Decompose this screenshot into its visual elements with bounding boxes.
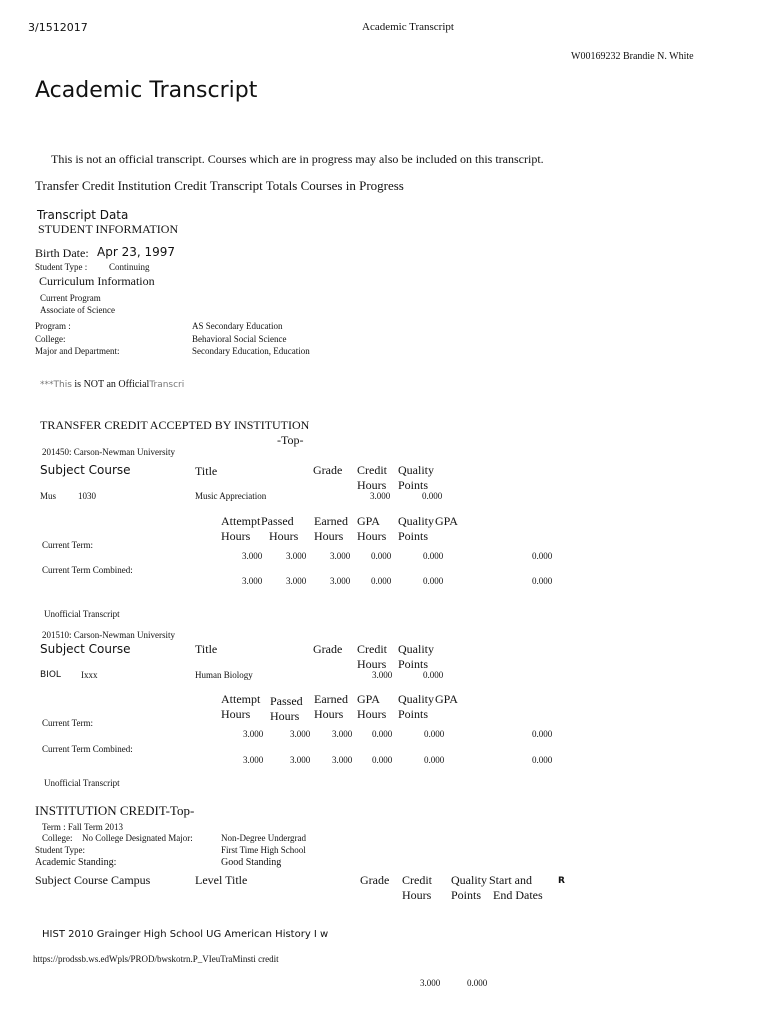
- col-title: Title: [195, 642, 218, 656]
- combined-gpa-hours: 0.000: [371, 576, 392, 586]
- print-title: Academic Transcript: [362, 21, 454, 33]
- course-title: Human Biology: [195, 670, 253, 680]
- totals-col-gpa: GPA: [435, 692, 458, 706]
- combined-earned: 3.000: [332, 755, 353, 765]
- course-credit-hours: 3.000: [372, 670, 393, 680]
- program-value: AS Secondary Education: [192, 321, 283, 331]
- college-value: Behavioral Social Science: [192, 334, 287, 344]
- unofficial-notice-prefix: ***This: [40, 380, 72, 390]
- totals-col-gpa-hours: GPA Hours: [357, 514, 387, 543]
- col-quality-points: Quality Points: [398, 642, 434, 671]
- term-2-header: 201510: Carson-Newman University: [42, 630, 175, 640]
- transfer-credit-heading: TRANSFER CREDIT ACCEPTED BY INSTITUTION: [40, 418, 310, 432]
- birth-date-label: Birth Date:: [35, 246, 89, 260]
- combined-gpa: 0.000: [532, 755, 553, 765]
- combined-gpa: 0.000: [532, 576, 553, 586]
- inst-col-r: R: [558, 876, 565, 886]
- term-1-header: 201450: Carson-Newman University: [42, 447, 175, 457]
- inst-col-subject-course-campus: Subject Course Campus: [35, 873, 151, 887]
- inst-standing-label: Academic Standing:: [35, 857, 117, 868]
- major-value: Secondary Education, Education: [192, 346, 310, 356]
- totals-col-passed: Passed Hours: [270, 694, 303, 723]
- program-label: Program :: [35, 321, 71, 331]
- combined-label: Current Term Combined:: [42, 565, 133, 575]
- combined-quality: 0.000: [423, 576, 444, 586]
- combined-label: Current Term Combined:: [42, 744, 133, 754]
- student-id-name: W00169232 Brandie N. White: [571, 51, 694, 62]
- unofficial-notice-text: is NOT an Official: [71, 379, 150, 390]
- combined-passed: 3.000: [290, 755, 311, 765]
- col-grade: Grade: [313, 642, 343, 656]
- inst-standing-value: Good Standing: [221, 857, 282, 868]
- intro-notice: This is not an official transcript. Courses which are in progress may also be included on this transcript.: [51, 152, 544, 166]
- combined-quality: 0.000: [424, 755, 445, 765]
- course-credit-hours: 3.000: [370, 491, 391, 501]
- institution-credit-heading: INSTITUTION CREDIT-Top-: [35, 803, 195, 818]
- totals-col-gpa-hours: GPA Hours: [357, 692, 387, 721]
- totals-col-quality: Quality Points: [398, 692, 434, 721]
- current-program-value: Associate of Science: [40, 305, 115, 315]
- course-subject: BIOL: [40, 670, 61, 680]
- inst-college-label: College:: [42, 833, 73, 843]
- combined-attempt: 3.000: [242, 576, 263, 586]
- current-quality: 0.000: [423, 551, 444, 561]
- birth-date-value: Apr 23, 1997: [97, 245, 176, 259]
- col-title: Title: [195, 464, 218, 478]
- course-quality-points: 0.000: [422, 491, 443, 501]
- inst-col-credit-hours: Credit Hours: [402, 873, 432, 902]
- totals-col-earned: Earned Hours: [314, 692, 348, 721]
- totals-col-earned: Earned Hours: [314, 514, 348, 543]
- combined-earned: 3.000: [330, 576, 351, 586]
- unofficial-notice: [40, 374, 184, 392]
- combined-attempt: 3.000: [243, 755, 264, 765]
- col-quality-points: Quality Points: [398, 463, 434, 492]
- inst-student-type-value: First Time High School: [221, 845, 306, 855]
- totals-col-attempt: Attempt Hours: [221, 514, 261, 543]
- col-subject-course: Subject Course: [40, 642, 131, 656]
- curriculum-heading: Curriculum Information: [39, 274, 155, 288]
- inst-points-value: 0.000: [467, 978, 488, 988]
- student-type-value: Continuing: [109, 262, 150, 272]
- inst-col-level-title: Level Title: [195, 873, 248, 887]
- current-gpa-hours: 0.000: [371, 551, 392, 561]
- inst-credit-value: 3.000: [420, 978, 441, 988]
- transcript-data-heading: Transcript Data: [37, 208, 129, 222]
- inst-col-start-end-dates: Start and End Dates: [489, 873, 543, 902]
- college-label: College:: [35, 334, 66, 344]
- student-info-heading: STUDENT INFORMATION: [38, 222, 179, 236]
- student-type-label: Student Type :: [35, 262, 88, 272]
- inst-major-value: Non-Degree Undergrad: [221, 833, 307, 843]
- current-earned: 3.000: [330, 551, 351, 561]
- footer-url: https://prodssb.ws.edWpls/PROD/bwskotrn.P_VIeuTraMinsti credit: [33, 954, 279, 964]
- inst-col-grade: Grade: [360, 873, 390, 887]
- unofficial-transcript-label: Unofficial Transcript: [44, 778, 120, 788]
- col-credit-hours: Credit Hours: [357, 463, 387, 492]
- combined-passed: 3.000: [286, 576, 307, 586]
- current-passed: 3.000: [290, 729, 311, 739]
- inst-student-type-label: Student Type:: [35, 845, 85, 855]
- current-term-label: Current Term:: [42, 540, 93, 550]
- current-quality: 0.000: [424, 729, 445, 739]
- totals-col-attempt: Attempt Hours: [221, 692, 261, 721]
- inst-college-value: No College Designated Major:: [82, 833, 193, 843]
- totals-col-gpa: GPA: [435, 514, 458, 528]
- unofficial-transcript-label: Unofficial Transcript: [44, 609, 120, 619]
- print-date: 3/1512017: [28, 21, 88, 34]
- totals-col-passed: Passed Hours: [261, 514, 299, 543]
- current-gpa: 0.000: [532, 551, 553, 561]
- combined-gpa-hours: 0.000: [372, 755, 393, 765]
- inst-term: Term : Fall Term 2013: [42, 822, 124, 832]
- inst-course-row: HIST 2010 Grainger High School UG American History I w: [42, 929, 329, 940]
- current-attempt: 3.000: [243, 729, 264, 739]
- top-link[interactable]: -Top-: [277, 433, 304, 447]
- page-title: Academic Transcript: [35, 78, 258, 103]
- col-subject-course: Subject Course: [40, 463, 131, 477]
- current-earned: 3.000: [332, 729, 353, 739]
- course-number: 1030: [78, 491, 96, 501]
- top-link[interactable]: -Top-: [165, 803, 195, 818]
- col-grade: Grade: [313, 463, 343, 477]
- totals-col-quality: Quality Points: [398, 514, 434, 543]
- course-quality-points: 0.000: [423, 670, 444, 680]
- current-gpa-hours: 0.000: [372, 729, 393, 739]
- current-gpa: 0.000: [532, 729, 553, 739]
- current-program-label: Current Program: [40, 293, 101, 303]
- current-attempt: 3.000: [242, 551, 263, 561]
- course-title: Music Appreciation: [195, 491, 267, 501]
- current-passed: 3.000: [286, 551, 307, 561]
- major-label: Major and Department:: [35, 346, 120, 356]
- inst-col-quality-points: Quality Points: [451, 873, 487, 902]
- course-subject: Mus: [40, 491, 57, 501]
- unofficial-notice-suffix: Transcri: [149, 380, 185, 390]
- section-nav-links[interactable]: Transfer Credit Institution Credit Transcript Totals Courses in Progress: [35, 178, 404, 193]
- col-credit-hours: Credit Hours: [357, 642, 387, 671]
- current-term-label: Current Term:: [42, 718, 93, 728]
- course-number: Ixxx: [81, 670, 98, 680]
